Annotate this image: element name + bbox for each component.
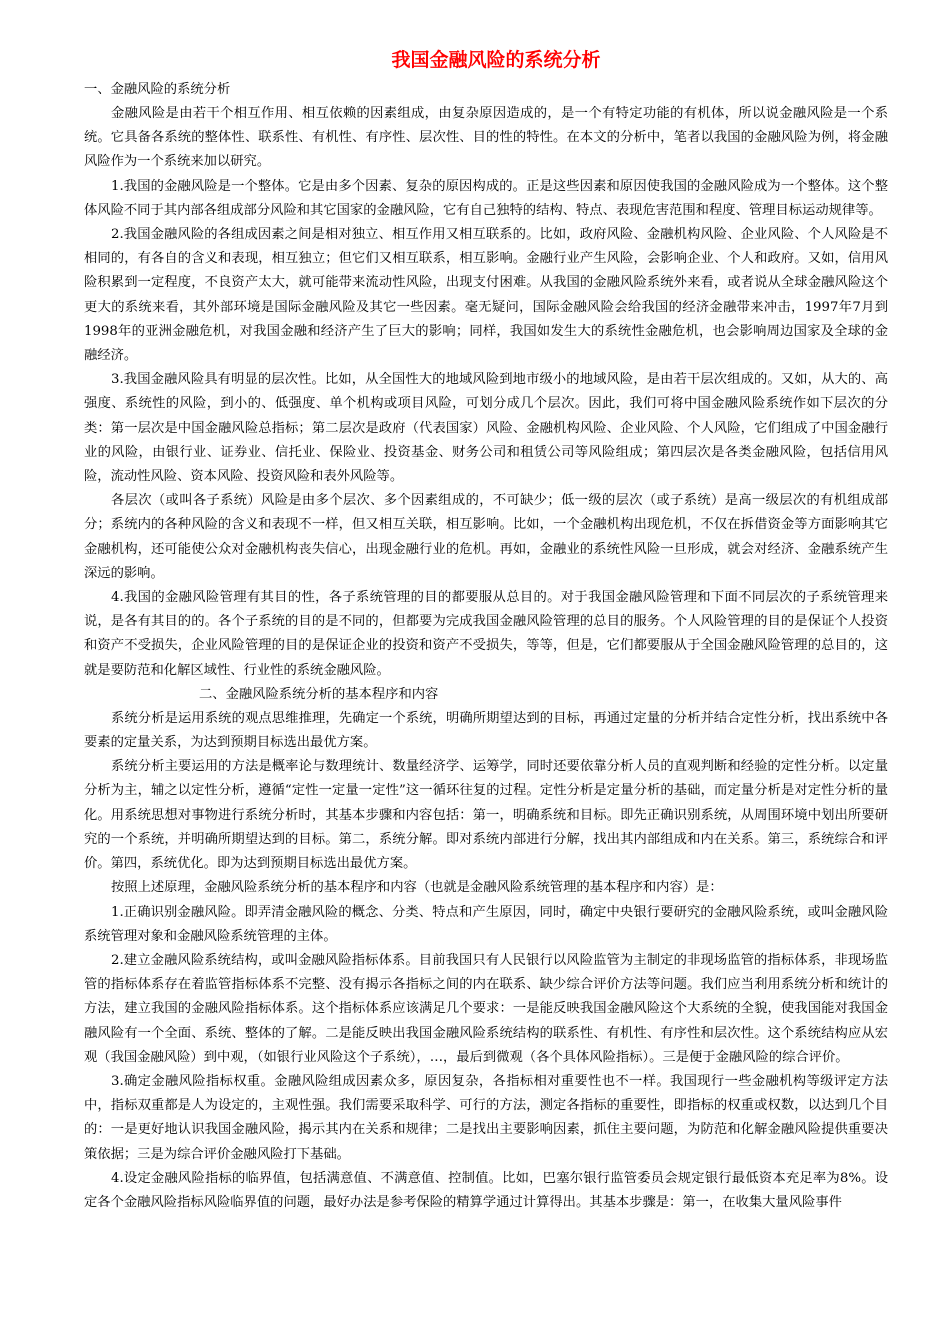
- paragraph: 1.正确识别金融风险。即弄清金融风险的概念、分类、特点和产生原因，同时，确定中央银行要研究的金融风险系统，或叫金融风险系统管理对象和金融风险系统管理的主体。: [84, 904, 888, 944]
- section-2: [84, 683, 888, 1215]
- section-heading: 一、金融风险的系统分析: [84, 82, 231, 97]
- paragraph: 2.我国金融风险的各组成因素之间是相对独立、相互作用又相互联系的。比如，政府风险、金融机构风险、企业风险、个人风险是不相同的，有各自的含义和表现，相互独立；但它们又相互联系，相互影响。金融行业产生风险，会影响企业、个人和政府。又如，信用风险积累到一定程度，不良资产太大，就可能带来流动性风险，出现支付困难。从我国的金融风险系统外来看，或者说从全球金融风险这个更大的系统来看，其外部环境是国际金融风险及其它一些因素。毫无疑问，国际金融风险会给我国的经济金融带来冲击，1997年7月到1998年的亚洲金融危机，对我国金融和经济产生了巨大的影响；同样，我国如发生大的系统性金融危机，也会影响周边国家及全球的金融经济。: [84, 227, 888, 364]
- paragraph: 各层次（或叫各子系统）风险是由多个层次、多个因素组成的，不可缺少；低一级的层次（或子系统）是高一级层次的有机组成部分；系统内的各种风险的含义和表现不一样，但又相互关联，相互影响。比如，一个金融机构出现危机，不仅在拆借资金等方面影响其它金融机构，还可能使公众对金融机构丧失信心，出现金融行业的危机。再如，金融业的系统性风险一旦形成，就会对经济、金融系统产生深远的影响。: [84, 493, 888, 581]
- document-title: 我国金融风险的系统分析: [391, 49, 601, 71]
- paragraph: 系统分析是运用系统的观点思维推理，先确定一个系统，明确所期望达到的目标，再通过定量的分析并结合定性分析，找出系统中各要素的定量关系，为达到预期目标选出最优方案。: [84, 710, 888, 751]
- paragraph: 3.我国金融风险具有明显的层次性。比如，从全国性大的地域风险到地市级小的地域风险，是由若干层次组成的。又如，从大的、高强度、系统性的风险，到小的、低强度、单个机构或项目风险，可划分成几个层次。因此，我们可将中国金融风险系统作如下层次的分类：第一层次是中国金融风险总指标；第二层次是政府（代表国家）风险、金融机构风险、企业风险、个人风险，它们组成了中国金融行业的风险，由银行业、证券业、信托业、保险业、投资基金、财务公司和租赁公司等风险组成；第四层次是各类金融风险，包括信用风险，流动性风险、资本风险、投资风险和表外风险等。: [84, 372, 888, 485]
- paragraph: 1.我国的金融风险是一个整体。它是由多个因素、复杂的原因构成的。正是这些因素和原因使我国的金融风险成为一个整体。这个整体风险不同于其内部各组成部分风险和其它国家的金融风险，它有自己独特的结构、特点、表现危害范围和程度、管理目标运动规律等。: [84, 178, 888, 218]
- paragraph: 2.建立金融风险系统结构，或叫金融风险指标体系。目前我国只有人民银行以风险监管为主制定的非现场监管的指标体系，非现场监管的指标体系存在着监管指标体系不完整、没有揭示各指标之间的内在联系、缺少综合评价方法等问题。我们应当利用系统分析和统计的方法，建立我国的金融风险指标体系。这个指标体系应该满足几个要求：一是能反映我国金融风险这个大系统的全貌，使我国能对我国金融风险有一个全面、系统、整体的了解。二是能反映出我国金融风险系统结构的联系性、有机性、有序性和层次性。这个系统结构应从宏观（我国金融风险）到中观，（如银行业风险这个子系统），…，最后到微观（各个具体风险指标）。三是便于金融风险的综合评价。: [84, 952, 888, 1065]
- section-heading: 二、金融风险系统分析的基本程序和内容: [199, 686, 439, 702]
- paragraph: 4.我国的金融风险管理有其目的性，各子系统管理的目的都要服从总目的。对于我国金融风险管理和下面不同层次的子系统管理来说，是各有其目的的。各个子系统的目的是不同的，但都要为完成我国金融风险管理的总目的服务。个人风险管理的目的是保证个人投资和资产不受损失，企业风险管理的目的是保证企业的投资和资产不受损失，等等，但是，它们都要服从于全国金融风险管理的总目的，这就是要防范和化解区域性、行业性的系统金融风险。: [84, 590, 888, 678]
- section-1: [84, 78, 888, 683]
- paragraph: 按照上述原理，金融风险系统分析的基本程序和内容（也就是金融风险系统管理的基本程序和内容）是：: [111, 880, 723, 896]
- paragraph: 金融风险是由若干个相互作用、相互依赖的因素组成，由复杂原因造成的，是一个有特定功能的有机体，所以说金融风险是一个系统。它具备各系统的整体性、联系性、有机性、有序性、层次性、目的性的特性。在本文的分析中，笔者以我国的金融风险为例，将金融风险作为一个系统来加以研究。: [84, 106, 888, 170]
- paragraph: 4.设定金融风险指标的临界值，包括满意值、不满意值、控制值。比如，巴塞尔银行监管委员会规定银行最低资本充足率为8%。设定各个金融风险指标风险临界值的问题，最好办法是参考保险的精算学通过计算得出。其基本步骤是：第一，在收集大量风险事件: [84, 1170, 888, 1210]
- paragraph: 系统分析主要运用的方法是概率论与数理统计、数量经济学、运筹学，同时还要依靠分析人员的直观判断和经验的定性分析。以定量分析为主，辅之以定性分析，遵循“定性一定量一定性”这一循环往复的过程。定性分析是定量分析的基础，而定量分析是对定性分析的量化。用系统思想对事物进行系统分析时，其基本步骤和内容包括：第一，明确系统和目标。即先正确识别系统，从周围环境中划出所要研究的一个系统，并明确所期望达到的目标。第二，系统分解。即对系统内部进行分解，找出其内部组成和内在关系。第三，系统综合和评价。第四，系统优化。即为达到预期目标选出最优方案。: [84, 759, 888, 872]
- paragraph: 3.确定金融风险指标权重。金融风险组成因素众多，原因复杂，各指标相对重要性也不一样。我国现行一些金融机构等级评定方法中，指标双重都是人为设定的，主观性强。我们需要采取科学、可行的方法，测定各指标的重要性，即指标的权重或权数，以达到几个目的：一是更好地认识我国金融风险，揭示其内在关系和规律；二是找出主要影响因素，抓住主要问题，为防范和化解金融风险提供重要决策依据；三是为综合评价金融风险打下基础。: [84, 1073, 888, 1162]
